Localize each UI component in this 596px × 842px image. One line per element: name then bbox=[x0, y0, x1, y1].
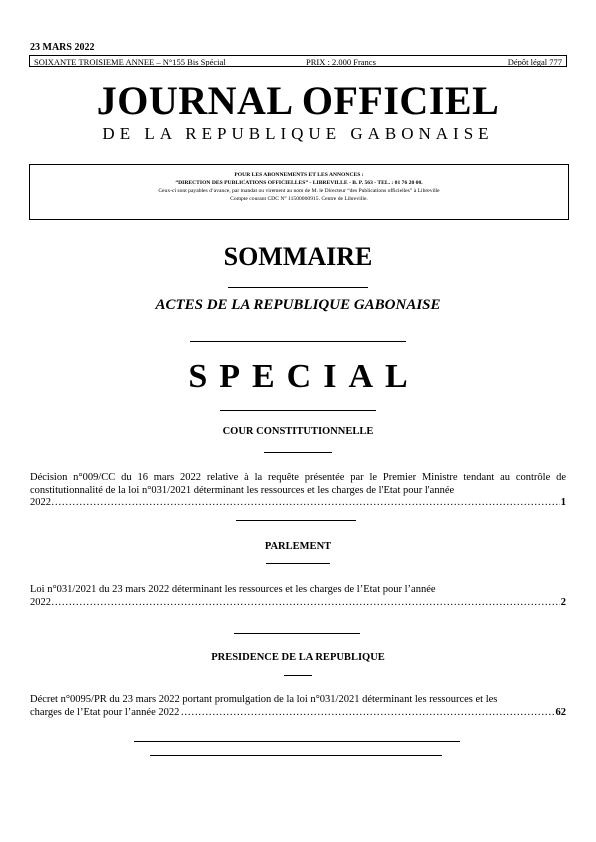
dot-leader bbox=[30, 497, 566, 510]
summary-heading: SOMMAIRE bbox=[223, 242, 373, 271]
issue-info-bar bbox=[29, 55, 567, 67]
toc-page-number: 1 bbox=[560, 497, 566, 508]
toc-leader bbox=[30, 707, 566, 720]
divider bbox=[234, 633, 360, 634]
toc-page-number: 2 bbox=[560, 596, 566, 608]
issue-price: PRIX : 2.000 Francs bbox=[306, 57, 376, 67]
toc-entry-text: Décision n°009/CC du 16 mars 2022 relative à la requête présentée par le Premier Ministre tendant au contrôle de constitutionnalité de la loi n°031/2021 déterminant les ressources et les charges de l'Etat pour l'année bbox=[30, 472, 566, 496]
subscription-contact: “DIRECTION DES PUBLICATIONS OFFICIELLES” - LIBREVILLE - B. P. 563 - TEL. : 01 76 20 00. bbox=[175, 180, 423, 186]
legal-deposit: Dépôt légal 777 bbox=[507, 57, 562, 67]
divider bbox=[236, 520, 356, 521]
acts-heading: ACTES DE LA REPUBLIQUE GABONAISE bbox=[155, 297, 441, 313]
issue-number: SOIXANTE TROISIEME ANNEE – N°155 Bis Spécial bbox=[34, 57, 226, 67]
toc-entry[interactable] bbox=[30, 584, 566, 609]
section-underline bbox=[264, 452, 332, 453]
toc-entry[interactable] bbox=[30, 472, 566, 510]
toc-entry-tail: 2022 bbox=[30, 497, 51, 508]
dot-leader bbox=[30, 597, 566, 610]
subscription-account: Compte courant CDC N° 11500000915. Centre de Libreville. bbox=[230, 196, 368, 202]
toc-entry[interactable] bbox=[30, 694, 566, 719]
journal-title: JOURNAL OFFICIEL bbox=[96, 78, 500, 123]
section-title: PRESIDENCE DE LA REPUBLIQUE bbox=[211, 652, 385, 663]
toc-entry-text: Loi n°031/2021 du 23 mars 2022 déterminant les ressources et les charges de l’Etat pour l’année bbox=[30, 584, 436, 595]
toc-page-number: 62 bbox=[555, 706, 566, 718]
summary-underline bbox=[228, 287, 368, 288]
closing-rule-top bbox=[134, 741, 460, 742]
section-underline bbox=[266, 563, 330, 564]
closing-rule-bottom bbox=[150, 755, 442, 756]
toc-leader bbox=[30, 497, 566, 510]
divider bbox=[190, 341, 406, 342]
section-title: COUR CONSTITUTIONNELLE bbox=[222, 426, 374, 437]
subscription-payment: Ceux-ci sont payables d’avance, par mandat ou virement au nom de M. le Directeur “des Publications officielles” à Libreville bbox=[158, 188, 440, 194]
publication-date: 23 MARS 2022 bbox=[30, 42, 95, 53]
section-underline bbox=[284, 675, 312, 676]
toc-entry-text: Décret n°0095/PR du 23 mars 2022 portant promulgation de la loi n°031/2021 déterminant les ressources et les bbox=[30, 694, 498, 705]
section-title: PARLEMENT bbox=[264, 541, 332, 552]
toc-entry-tail: 2022 bbox=[30, 596, 51, 608]
toc-entry-tail: charges de l’Etat pour l’année 2022 bbox=[30, 706, 180, 718]
subscription-box bbox=[29, 164, 569, 220]
special-heading: SPECIAL bbox=[188, 358, 420, 395]
toc-leader bbox=[30, 597, 566, 610]
divider bbox=[220, 410, 376, 411]
subscription-heading: POUR LES ABONNEMENTS ET LES ANNONCES : bbox=[234, 172, 364, 178]
journal-subtitle: DE LA REPUBLIQUE GABONAISE bbox=[102, 124, 494, 143]
